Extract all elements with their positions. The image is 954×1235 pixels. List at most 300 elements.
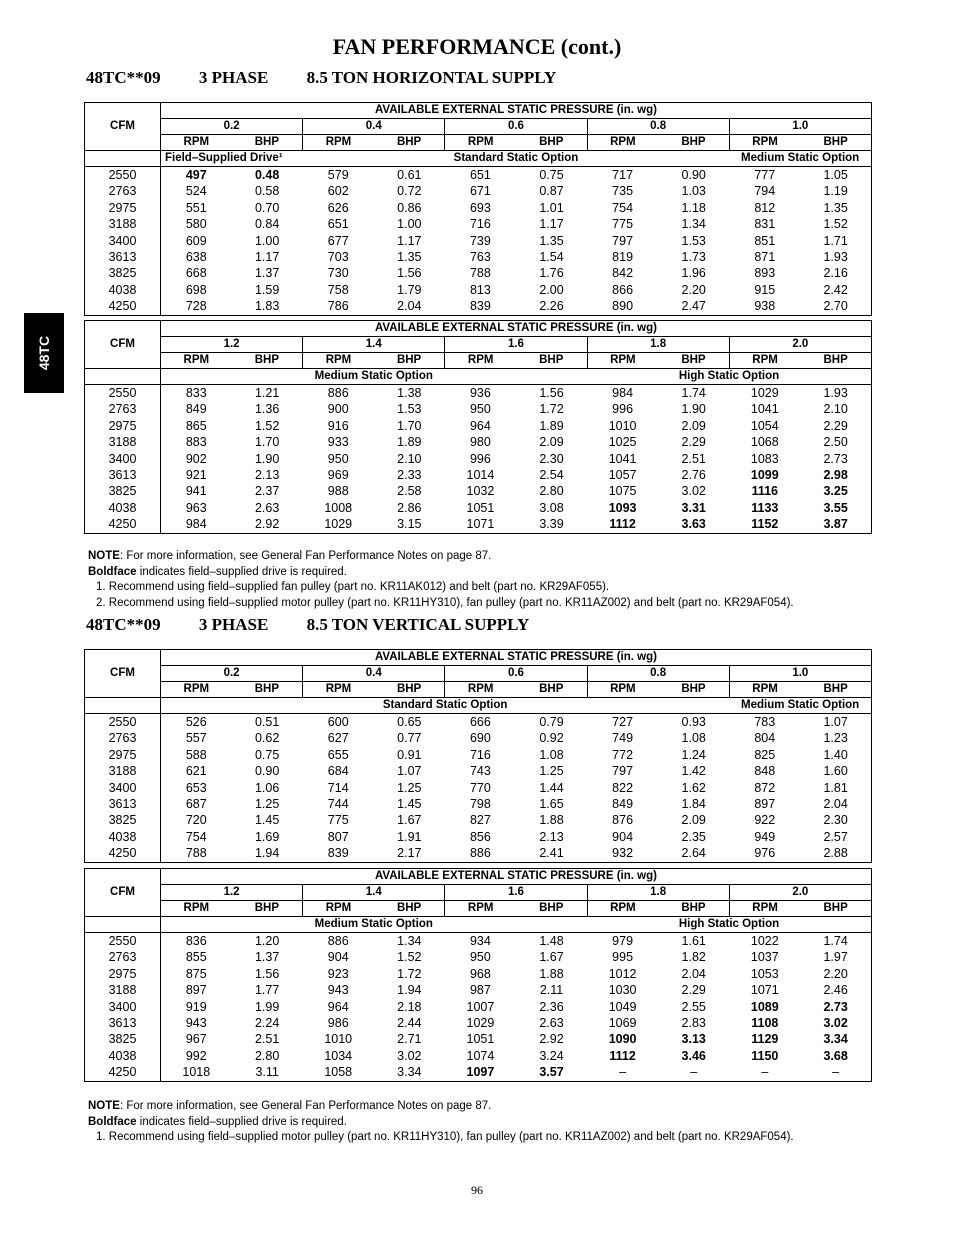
rpm-value: 1071 — [750, 983, 779, 998]
bhp-value: 2.20 — [823, 966, 848, 981]
bhp-value: 1.67 — [397, 813, 422, 828]
table-row — [85, 183, 872, 199]
table-row — [85, 467, 872, 483]
bhp-value: 1.00 — [254, 233, 280, 248]
rpm-value: 638 — [185, 250, 207, 265]
rpm-value: 822 — [612, 780, 634, 795]
rpm-value: 842 — [612, 266, 634, 281]
rpm-value: 770 — [469, 780, 491, 795]
rpm-value: – — [761, 1065, 769, 1080]
pressure-value: 2.0 — [729, 337, 871, 353]
bhp-value: 1.72 — [539, 402, 564, 417]
rpm-value: 865 — [185, 418, 207, 433]
rpm-header: RPM — [729, 135, 800, 151]
rpm-value: 666 — [469, 715, 491, 729]
note-line: NOTE: For more information, see General Fan Performance Notes on page 87. — [88, 1100, 492, 1112]
rpm-value: 827 — [469, 813, 491, 828]
bhp-value: 2.92 — [539, 1032, 564, 1047]
rpm-value: 655 — [327, 747, 349, 762]
bhp-value: 1.56 — [539, 386, 564, 400]
rpm-value: 1074 — [466, 1048, 495, 1063]
rpm-value: 698 — [185, 282, 207, 297]
bhp-header: BHP — [374, 901, 445, 917]
rpm-value: 1032 — [466, 484, 495, 499]
bhp-value: 2.64 — [681, 846, 706, 861]
rpm-value: 717 — [612, 168, 634, 182]
bhp-value: 0.93 — [681, 715, 706, 729]
rpm-value: 904 — [327, 950, 349, 965]
rpm-value: 735 — [612, 184, 634, 199]
bhp-value: 2.09 — [539, 435, 564, 450]
rpm-value: 720 — [185, 813, 207, 828]
bhp-value: 1.81 — [823, 780, 848, 795]
rpm-value: 812 — [754, 200, 776, 215]
bhp-value: 3.57 — [539, 1065, 564, 1080]
rpm-header: RPM — [587, 135, 658, 151]
rpm-value: 1058 — [324, 1065, 353, 1080]
cfm-value: 2975 — [85, 200, 161, 216]
bhp-value: 2.63 — [539, 1016, 564, 1031]
bhp-value: 1.20 — [254, 934, 280, 948]
rpm-value: 904 — [612, 829, 634, 844]
rpm-value: 743 — [469, 764, 491, 779]
table-row — [85, 714, 872, 731]
rpm-header: RPM — [729, 682, 800, 698]
rpm-value: 950 — [327, 451, 349, 466]
bhp-value: 3.15 — [397, 517, 422, 532]
bhp-value: 1.17 — [254, 250, 280, 265]
table-row — [85, 434, 872, 450]
rpm-header: RPM — [587, 901, 658, 917]
rpm-header: RPM — [729, 901, 800, 917]
bhp-value: 2.50 — [823, 435, 848, 450]
bhp-value: 2.20 — [681, 282, 706, 297]
cfm-value: 4038 — [85, 829, 161, 845]
rpm-value: 788 — [469, 266, 491, 281]
table-row — [85, 845, 872, 862]
phase-label: 3 PHASE — [198, 68, 269, 87]
bhp-header: BHP — [516, 682, 587, 698]
rpm-value: 1090 — [608, 1032, 637, 1047]
rpm-value: 967 — [185, 1032, 207, 1047]
rpm-value: 797 — [612, 764, 634, 779]
bhp-value: 2.04 — [397, 299, 422, 314]
bhp-value: 1.37 — [254, 266, 280, 281]
rpm-value: 703 — [327, 250, 349, 265]
bhp-value: 1.03 — [681, 184, 706, 199]
bhp-value: 2.26 — [539, 299, 564, 314]
rpm-value: 600 — [327, 715, 349, 729]
rpm-value: 1022 — [750, 934, 779, 948]
rpm-value: 1025 — [608, 435, 637, 450]
bhp-value: 1.82 — [681, 950, 706, 965]
rpm-value: 807 — [327, 829, 349, 844]
rpm-header: RPM — [161, 682, 232, 698]
bhp-value: 1.42 — [681, 764, 706, 779]
table-row — [85, 451, 872, 467]
bhp-value: 2.04 — [681, 966, 706, 981]
rpm-value: 963 — [185, 500, 207, 515]
bhp-value: 0.48 — [254, 168, 280, 182]
option-spacer — [85, 151, 161, 167]
table-row — [85, 949, 872, 965]
bhp-value: 2.44 — [397, 1016, 422, 1031]
bhp-value: 1.76 — [539, 266, 564, 281]
cfm-value: 2763 — [85, 183, 161, 199]
bhp-value: 1.35 — [823, 200, 848, 215]
bhp-value: 1.05 — [823, 168, 848, 182]
rpm-header: RPM — [303, 353, 374, 369]
rpm-value: 856 — [469, 829, 491, 844]
table-row — [85, 966, 872, 982]
bhp-value: 2.30 — [823, 813, 848, 828]
bhp-value: 1.94 — [254, 846, 280, 861]
bhp-value: 1.62 — [681, 780, 706, 795]
rpm-value: 936 — [469, 386, 491, 400]
rpm-value: 980 — [469, 435, 491, 450]
rpm-value: 772 — [612, 747, 634, 762]
bhp-value: 3.02 — [823, 1016, 848, 1031]
table-row — [85, 780, 872, 796]
rpm-value: 922 — [754, 813, 776, 828]
bhp-header: BHP — [232, 353, 303, 369]
cfm-value: 3613 — [85, 249, 161, 265]
static-option-label — [161, 369, 303, 385]
bhp-value: 2.80 — [254, 1048, 280, 1063]
bhp-value: 2.09 — [681, 418, 706, 433]
bhp-value: 1.45 — [254, 813, 280, 828]
pressure-value: 1.0 — [729, 119, 871, 135]
note-item: 1. Recommend using field–supplied motor pulley (part no. KR11HY310), fan pulley (part no. KR11AZ002) and belt (part no. KR29AF054). — [96, 1131, 794, 1143]
rpm-value: 730 — [327, 266, 349, 281]
rpm-value: 786 — [327, 299, 349, 314]
rpm-value: 1051 — [466, 500, 495, 515]
bhp-value: 3.39 — [539, 517, 564, 532]
rpm-value: 934 — [469, 934, 491, 948]
cfm-value: 2550 — [85, 167, 161, 184]
bhp-value: 1.72 — [397, 966, 422, 981]
bhp-value: 3.08 — [539, 500, 564, 515]
bhp-value: 1.36 — [254, 402, 280, 417]
bhp-value: 1.08 — [539, 747, 564, 762]
bhp-value: 2.55 — [681, 999, 706, 1014]
pressure-value: 1.0 — [729, 666, 871, 682]
bhp-value: 1.24 — [681, 747, 706, 762]
rpm-value: 651 — [469, 168, 491, 182]
bhp-value: 1.96 — [681, 266, 706, 281]
rpm-value: 693 — [469, 200, 491, 215]
bhp-value: 2.35 — [681, 829, 706, 844]
static-option-label: Medium Static Option — [303, 369, 445, 385]
rpm-header: RPM — [161, 901, 232, 917]
bhp-value: 2.63 — [254, 500, 280, 515]
static-option-label — [445, 917, 587, 933]
rpm-value: 897 — [754, 797, 776, 812]
rpm-value: 969 — [327, 468, 349, 483]
rpm-value: 943 — [185, 1016, 207, 1031]
rpm-value: 919 — [185, 999, 207, 1014]
bhp-value: 1.07 — [823, 715, 848, 729]
rpm-value: 580 — [185, 217, 207, 232]
rpm-value: 1108 — [751, 1016, 779, 1031]
bhp-value: 0.51 — [254, 715, 280, 729]
cfm-value: 2975 — [85, 418, 161, 434]
rpm-value: 602 — [327, 184, 349, 199]
cfm-value: 3825 — [85, 812, 161, 828]
bhp-value: 1.53 — [681, 233, 706, 248]
cfm-value: 4038 — [85, 1048, 161, 1064]
rpm-value: 754 — [612, 200, 634, 215]
bhp-header: BHP — [800, 901, 871, 917]
section-title: 8.5 TON HORIZONTAL SUPPLY — [306, 68, 557, 87]
rpm-value: 1075 — [608, 484, 637, 499]
rpm-value: 984 — [612, 386, 634, 400]
pressure-value: 0.2 — [161, 119, 303, 135]
rpm-value: 902 — [185, 451, 207, 466]
table-row — [85, 483, 872, 499]
rpm-value: 763 — [469, 250, 491, 265]
rpm-value: 551 — [185, 200, 207, 215]
pressure-value: 0.8 — [587, 666, 729, 682]
cfm-value: 3188 — [85, 763, 161, 779]
bhp-value: 2.13 — [254, 468, 280, 483]
bhp-value: 1.56 — [397, 266, 422, 281]
table-row — [85, 265, 872, 281]
bhp-value: 2.00 — [539, 282, 564, 297]
cfm-value: 3613 — [85, 796, 161, 812]
rpm-value: 1008 — [324, 500, 353, 515]
cfm-value: 4250 — [85, 845, 161, 862]
rpm-value: 987 — [469, 983, 491, 998]
rpm-value: 1054 — [750, 418, 779, 433]
rpm-value: 653 — [185, 780, 207, 795]
pressure-value: 1.8 — [587, 337, 729, 353]
rpm-value: 921 — [185, 468, 207, 483]
rpm-header: RPM — [303, 901, 374, 917]
bhp-value: 2.18 — [397, 999, 422, 1014]
table-row — [85, 747, 872, 763]
bhp-value: 2.92 — [254, 517, 280, 532]
rpm-header: RPM — [729, 353, 800, 369]
bhp-value: 3.63 — [681, 517, 706, 532]
bhp-value: 2.71 — [397, 1032, 422, 1047]
rpm-value: 1014 — [466, 468, 495, 483]
rpm-value: 775 — [327, 813, 349, 828]
rpm-value: 964 — [469, 418, 491, 433]
bhp-value: 1.91 — [397, 829, 422, 844]
bhp-value: 2.73 — [823, 451, 848, 466]
bhp-value: 1.73 — [681, 250, 706, 265]
rpm-value: 839 — [469, 299, 491, 314]
bhp-value: 1.94 — [397, 983, 422, 998]
rpm-value: 1010 — [608, 418, 637, 433]
rpm-value: 849 — [612, 797, 634, 812]
rpm-value: 1099 — [750, 468, 779, 483]
bhp-value: 0.75 — [539, 168, 564, 182]
rpm-value: 684 — [327, 764, 349, 779]
bhp-header: BHP — [374, 353, 445, 369]
rpm-header: RPM — [161, 135, 232, 151]
bhp-value: 2.57 — [823, 829, 848, 844]
bhp-value: 1.48 — [539, 934, 564, 948]
table-row — [85, 999, 872, 1015]
bhp-value: 1.65 — [539, 797, 564, 812]
bhp-value: 3.25 — [823, 484, 848, 499]
table-row — [85, 796, 872, 812]
bhp-value: 2.86 — [397, 500, 422, 515]
bhp-value: 2.58 — [397, 484, 422, 499]
rpm-value: 831 — [754, 217, 776, 232]
rpm-value: 1012 — [608, 966, 637, 981]
rpm-value: 1034 — [324, 1048, 353, 1063]
rpm-value: 996 — [612, 402, 634, 417]
bhp-value: 1.23 — [823, 731, 848, 746]
bhp-value: 1.25 — [397, 780, 422, 795]
cfm-value: 2975 — [85, 747, 161, 763]
rpm-value: 794 — [754, 184, 776, 199]
rpm-value: 883 — [185, 435, 207, 450]
rpm-value: 976 — [754, 846, 776, 861]
bhp-value: 1.77 — [254, 983, 280, 998]
page-title: FAN PERFORMANCE (cont.) — [332, 34, 622, 59]
table-row — [85, 516, 872, 533]
cfm-header: CFM — [85, 321, 161, 369]
fan-performance-table — [84, 320, 872, 534]
side-tab — [24, 313, 64, 393]
pressure-value: 1.4 — [303, 885, 445, 901]
fan-performance-table — [84, 102, 872, 316]
bhp-value: 2.37 — [254, 484, 280, 499]
cfm-value: 3825 — [85, 1031, 161, 1047]
bhp-value: – — [832, 1065, 840, 1080]
rpm-value: 916 — [327, 418, 349, 433]
bhp-value: 1.88 — [539, 966, 564, 981]
rpm-value: 1057 — [608, 468, 637, 483]
bhp-value: 1.90 — [254, 451, 280, 466]
bhp-value: 2.10 — [823, 402, 848, 417]
bhp-value: 2.24 — [254, 1016, 280, 1031]
bhp-value: 1.84 — [681, 797, 706, 812]
bhp-value: 1.08 — [681, 731, 706, 746]
cfm-value: 3188 — [85, 982, 161, 998]
bhp-value: 1.53 — [397, 402, 422, 417]
rpm-value: 1049 — [608, 999, 637, 1014]
rpm-value: 876 — [612, 813, 634, 828]
table-row — [85, 933, 872, 950]
bhp-value: 1.89 — [397, 435, 422, 450]
bhp-value: 2.10 — [397, 451, 422, 466]
cfm-value: 3400 — [85, 780, 161, 796]
table-row — [85, 1015, 872, 1031]
note-item: 1. Recommend using field–supplied fan pulley (part no. KR11AK012) and belt (part no. KR29AF055). — [96, 581, 610, 593]
bhp-value: 3.24 — [539, 1048, 564, 1063]
rpm-value: 797 — [612, 233, 634, 248]
bhp-value: 1.71 — [823, 233, 848, 248]
bhp-header: BHP — [232, 682, 303, 698]
bhp-value: 1.45 — [397, 797, 422, 812]
option-spacer — [85, 369, 161, 385]
rpm-value: 727 — [612, 715, 634, 729]
rpm-value: 1041 — [608, 451, 637, 466]
rpm-value: 933 — [327, 435, 349, 450]
pressure-value: 1.2 — [161, 885, 303, 901]
rpm-value: 833 — [185, 386, 207, 400]
table-row — [85, 216, 872, 232]
bhp-value: 1.74 — [823, 934, 848, 948]
pressure-value: 1.4 — [303, 337, 445, 353]
rpm-value: 668 — [185, 266, 207, 281]
rpm-value: 851 — [754, 233, 776, 248]
bhp-value: 0.58 — [254, 184, 280, 199]
cfm-value: 3400 — [85, 233, 161, 249]
static-option-label: Medium Static Option — [729, 698, 871, 714]
table-row — [85, 401, 872, 417]
rpm-value: 627 — [327, 731, 349, 746]
rpm-value: 1069 — [608, 1016, 637, 1031]
table-row — [85, 298, 872, 315]
cfm-value: 2550 — [85, 933, 161, 950]
rpm-value: 897 — [185, 983, 207, 998]
rpm-value: 1152 — [751, 517, 779, 532]
rpm-value: 979 — [612, 934, 634, 948]
rpm-value: 986 — [327, 1016, 349, 1031]
bhp-value: 3.31 — [681, 500, 706, 515]
bhp-value: 1.35 — [539, 233, 564, 248]
rpm-value: 526 — [185, 715, 207, 729]
rpm-value: 836 — [185, 934, 207, 948]
rpm-value: 890 — [612, 299, 634, 314]
bhp-value: 1.70 — [254, 435, 280, 450]
rpm-value: – — [619, 1065, 627, 1080]
bhp-value: 1.83 — [254, 299, 280, 314]
bhp-value: 3.34 — [397, 1065, 422, 1080]
rpm-value: 621 — [185, 764, 207, 779]
cfm-value: 2763 — [85, 730, 161, 746]
pressure-value: 0.6 — [445, 119, 587, 135]
rpm-value: 1030 — [608, 983, 637, 998]
cfm-value: 4038 — [85, 500, 161, 516]
bhp-value: 1.00 — [397, 217, 422, 232]
bhp-value: 2.46 — [823, 983, 848, 998]
note-line: NOTE: For more information, see General Fan Performance Notes on page 87. — [88, 550, 492, 562]
bhp-value: 1.01 — [539, 200, 564, 215]
rpm-value: 671 — [469, 184, 491, 199]
bhp-header: BHP — [658, 353, 729, 369]
pressure-value: 1.6 — [445, 337, 587, 353]
rpm-value: 875 — [185, 966, 207, 981]
bhp-value: 1.60 — [823, 764, 848, 779]
bhp-value: 2.29 — [681, 435, 706, 450]
bhp-value: 1.52 — [254, 418, 280, 433]
pressure-value: 0.2 — [161, 666, 303, 682]
rpm-header: RPM — [587, 682, 658, 698]
bhp-value: 1.74 — [681, 386, 706, 400]
pressure-value: 2.0 — [729, 885, 871, 901]
bhp-value: 1.89 — [539, 418, 564, 433]
bhp-value: 1.90 — [681, 402, 706, 417]
table-row — [85, 982, 872, 998]
rpm-value: 949 — [754, 829, 776, 844]
bhp-value: 1.54 — [539, 250, 564, 265]
rpm-header: RPM — [445, 901, 516, 917]
bhp-value: 1.93 — [823, 386, 848, 400]
cfm-header: CFM — [85, 103, 161, 151]
rpm-value: 941 — [185, 484, 207, 499]
rpm-value: 677 — [327, 233, 349, 248]
rpm-value: 1093 — [608, 500, 637, 515]
bhp-value: 1.17 — [539, 217, 564, 232]
rpm-header: RPM — [587, 353, 658, 369]
